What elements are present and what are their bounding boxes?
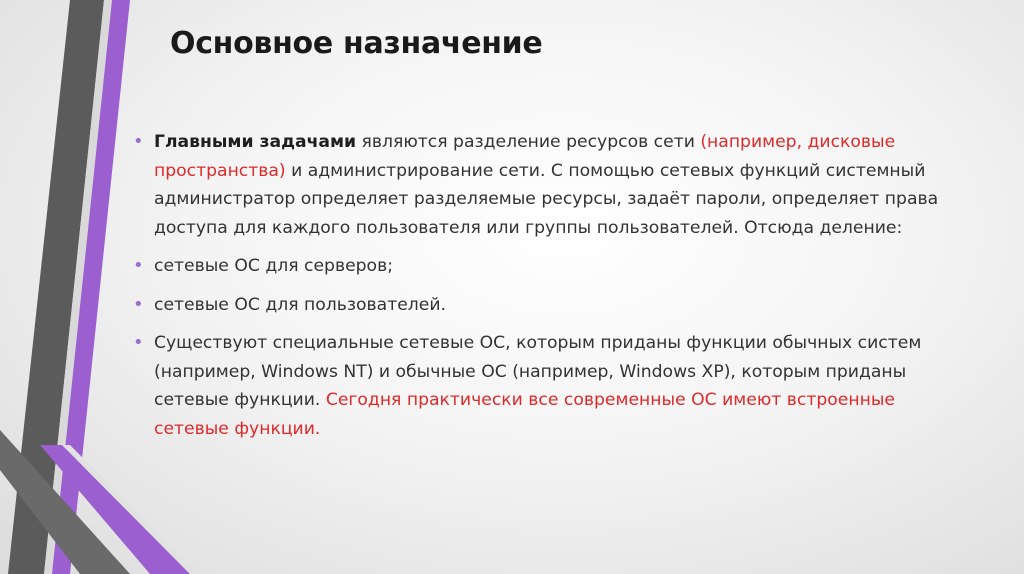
bullet-server-os xyxy=(132,252,952,281)
bullet-text: сетевые ОС для серверов; xyxy=(154,256,393,276)
slide-title: Основное назначение xyxy=(170,26,543,61)
bullet-dot-icon: • xyxy=(133,255,144,276)
bullet-text: и администрирование сети. С помощью сетевых функций системный администратор определяет разделяемые ресурсы, задаёт пароли, определяет права доступа для каждого пользователя или группы пользователей. Отсюда деление: xyxy=(154,160,939,238)
bullet-text: являются разделение ресурсов сети xyxy=(356,132,701,152)
bullet-dot-icon: • xyxy=(133,293,144,315)
red-highlight: Сегодня практически все современные ОС имеют встроенные сетевые функции. xyxy=(154,390,895,439)
bullet-special-os xyxy=(132,329,952,443)
red-highlight: (например, дисковые пространства) xyxy=(154,132,896,181)
bullet-text: сетевые ОС для пользователей. xyxy=(154,294,446,315)
bullet-main-tasks xyxy=(132,128,952,242)
bullet-text: Существуют специальные сетевые ОС, которым приданы функции обычных систем (например, Windows NT) и обычные ОС (например, Windows XP), которым приданы сетевые функции. xyxy=(154,333,922,410)
bullet-dot-icon: • xyxy=(133,131,144,152)
slide-content xyxy=(132,128,952,453)
bullet-user-os xyxy=(132,291,952,320)
bullet-dot-icon: • xyxy=(133,332,144,353)
bold-lead: Главными задачами xyxy=(154,132,357,152)
